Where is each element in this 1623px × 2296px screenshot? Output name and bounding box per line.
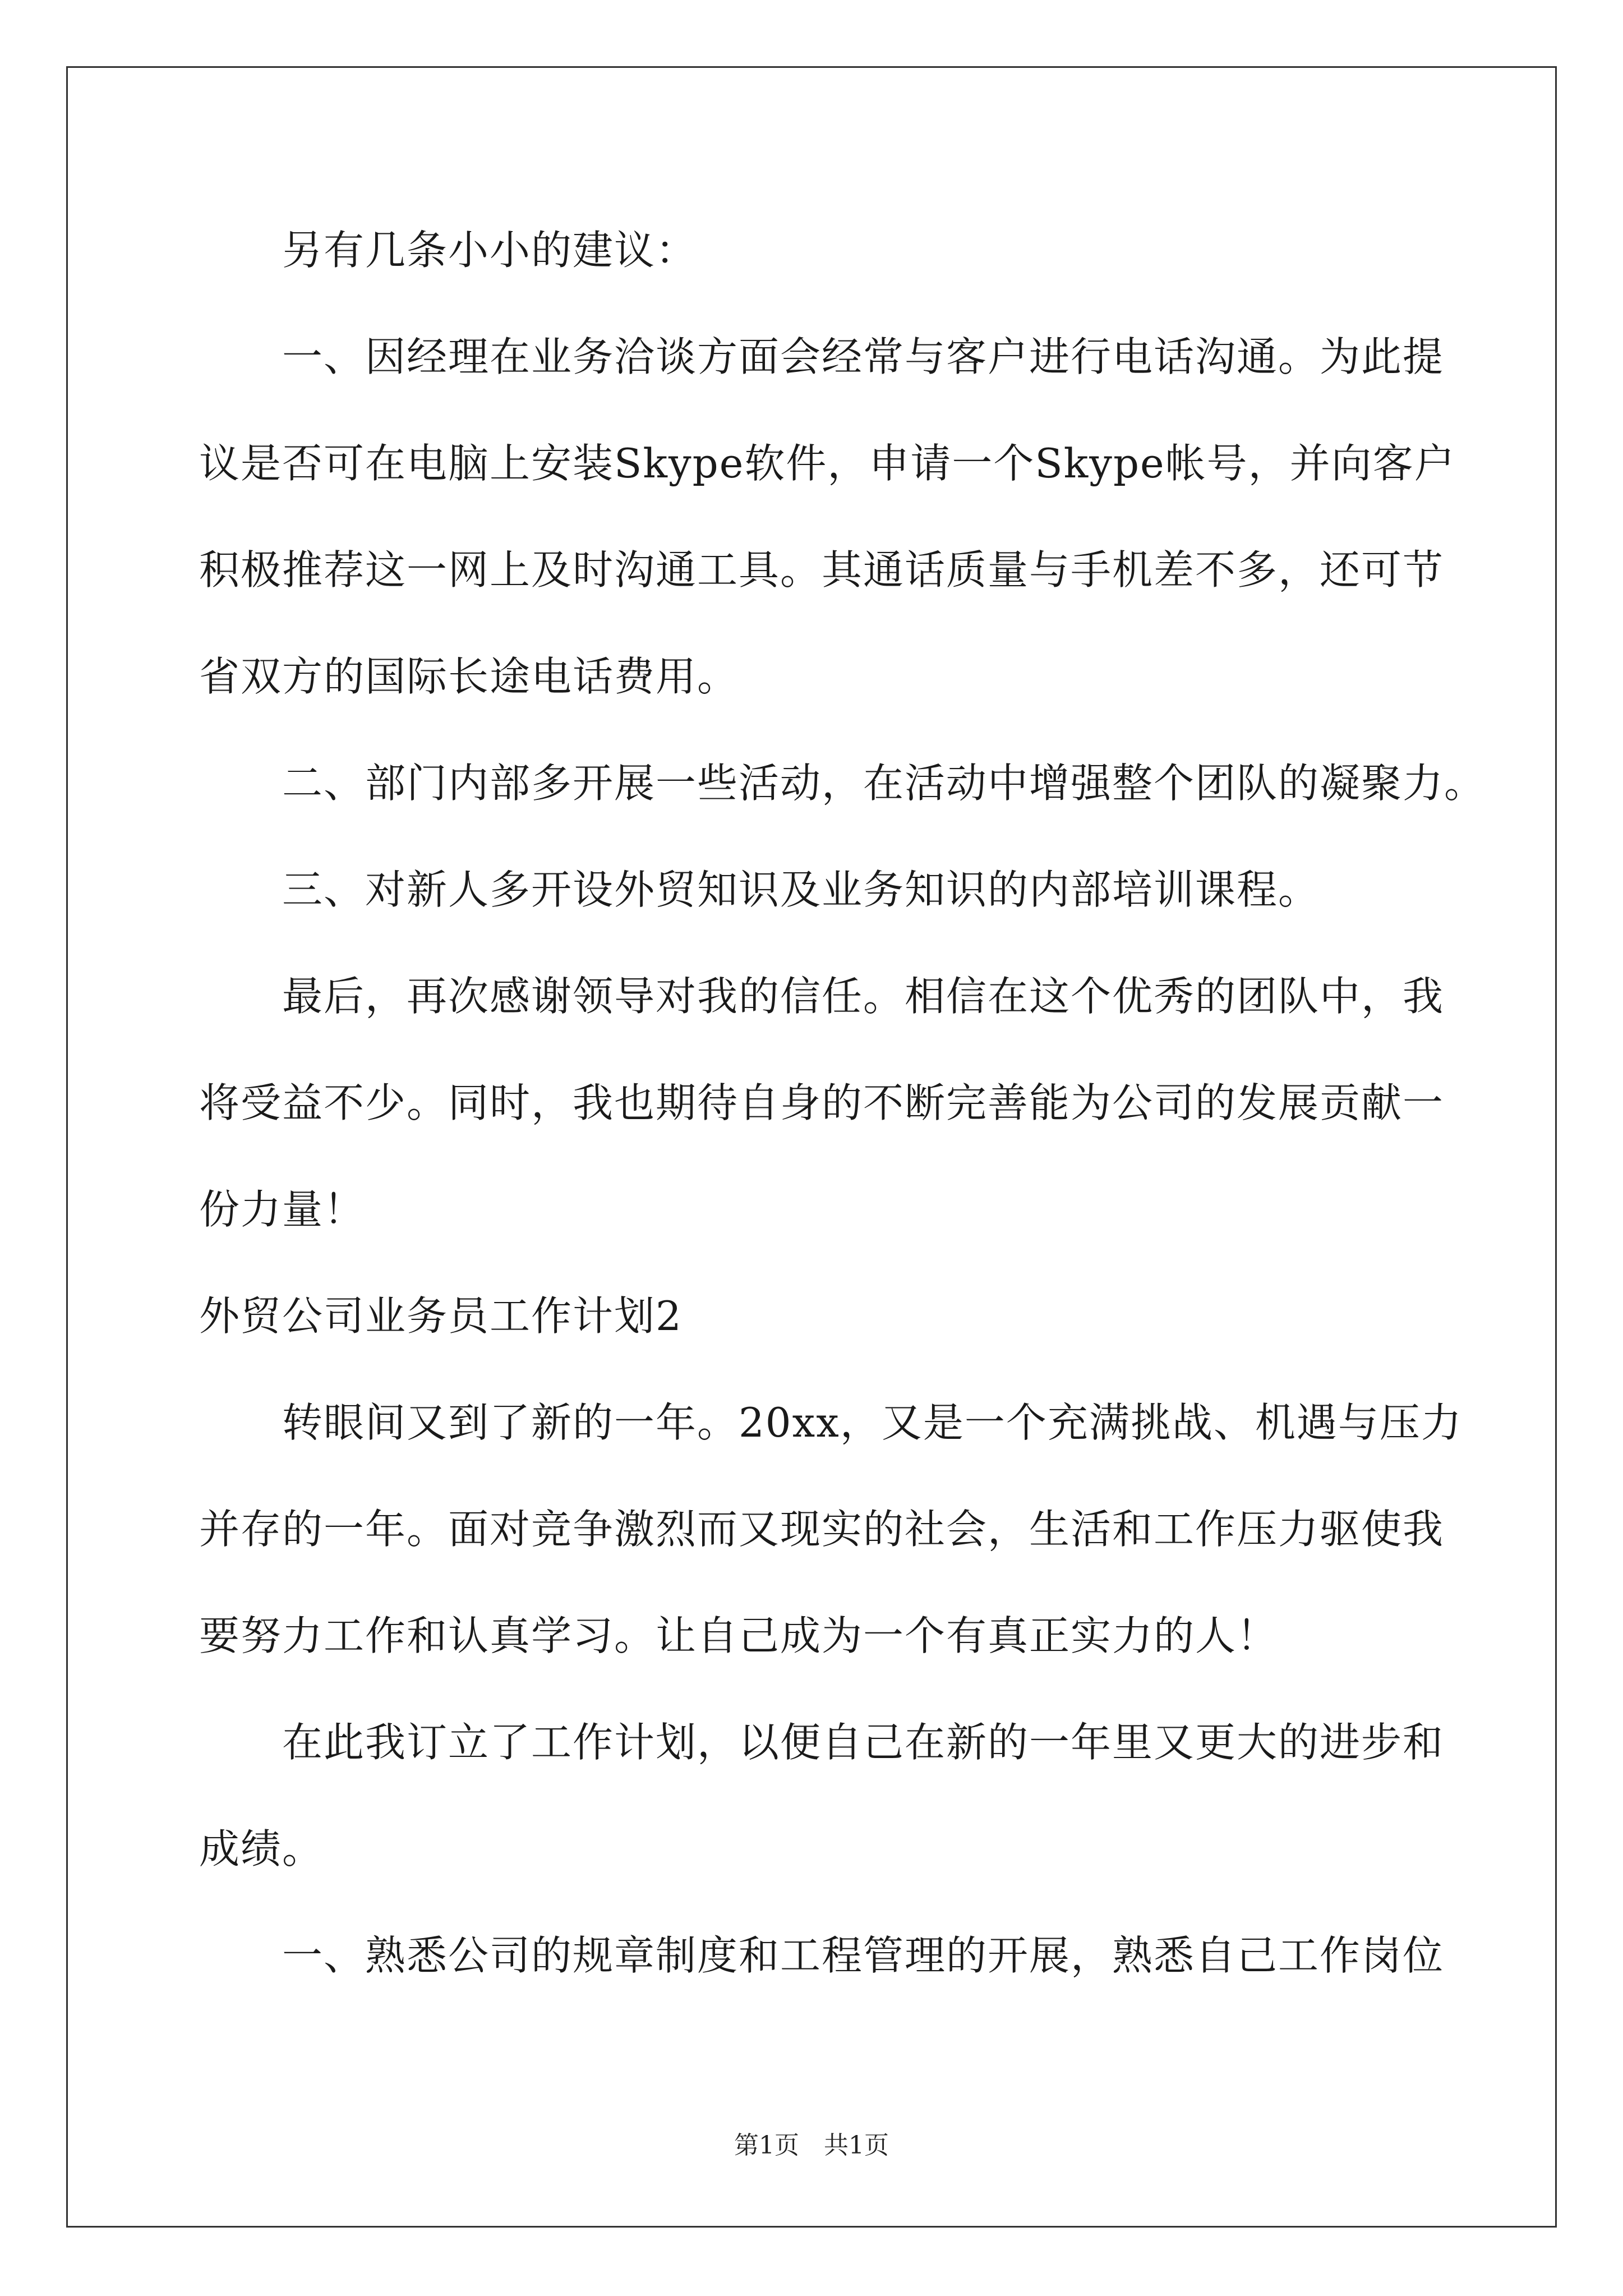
text-line: 省双方的国际长途电话费用。 <box>199 653 739 700</box>
text-line: 份力量！ <box>199 1186 366 1233</box>
text-line: 转眼间又到了新的一年。20xx，又是一个充满挑战、机遇与压力 <box>282 1399 1463 1446</box>
section-heading: 外贸公司业务员工作计划2 <box>199 1292 683 1340</box>
text-line: 议是否可在电脑上安装Skype软件，申请一个Skype帐号，并向客户 <box>199 440 1456 487</box>
text-line: 积极推荐这一网上及时沟通工具。其通话质量与手机差不多，还可节 <box>199 546 1445 593</box>
text-line: 一、熟悉公司的规章制度和工程管理的开展，熟悉自己工作岗位 <box>282 1932 1445 1979</box>
text-line: 一、因经理在业务洽谈方面会经常与客户进行电话沟通。为此提 <box>282 333 1445 380</box>
text-line: 将受益不少。同时，我也期待自身的不断完善能为公司的发展贡献一 <box>199 1079 1445 1126</box>
text-line: 另有几条小小的建议： <box>282 227 698 274</box>
text-line: 二、部门内部多开展一些活动，在活动中增强整个团队的凝聚力。 <box>282 760 1486 807</box>
page-border <box>66 66 1557 2228</box>
text-line: 成绩。 <box>199 1825 324 1872</box>
text-line: 要努力工作和认真学习。让自己成为一个有真正实力的人！ <box>199 1612 1279 1659</box>
page-footer: 第1页 共1页 <box>734 2131 889 2160</box>
text-line: 最后，再次感谢领导对我的信任。相信在这个优秀的团队中，我 <box>282 973 1445 1020</box>
text-line: 并存的一年。面对竞争激烈而又现实的社会，生活和工作压力驱使我 <box>199 1506 1445 1553</box>
text-line: 三、对新人多开设外贸知识及业务知识的内部培训课程。 <box>282 866 1320 913</box>
text-line: 在此我订立了工作计划，以便自己在新的一年里又更大的进步和 <box>282 1719 1445 1766</box>
